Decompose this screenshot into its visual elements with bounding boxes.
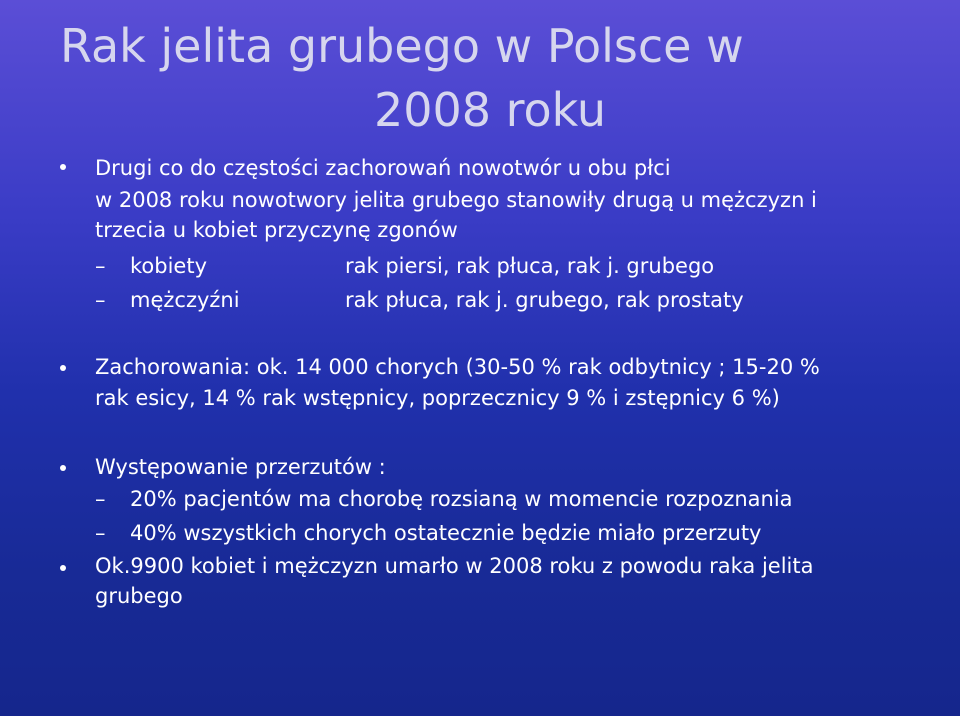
value-part: rak piersi, rak płuca, <box>345 254 567 278</box>
sub-item-value-men <box>345 285 744 315</box>
slide-title-line-2: 2008 roku <box>373 83 607 137</box>
bullet-dot <box>60 365 66 371</box>
value-part-highlight: rak j. grubego, <box>455 288 610 312</box>
sub-dash: – <box>95 288 106 312</box>
sub-item-value-women <box>345 251 714 281</box>
bullet-2-line-1: Zachorowania: ok. 14 000 chorych (30-50 % rak odbytnicy ; 15-20 % <box>95 355 820 379</box>
sub-item-metastasis-1: 20% pacjentów ma chorobę rozsianą w momencie rozpoznania <box>130 487 793 511</box>
bullet-4-line-1: Ok.9900 kobiet i mężczyzn umarło w 2008 roku z powodu raka jelita <box>95 554 814 578</box>
bullet-dot <box>60 465 66 471</box>
bullet-3-line-1: Występowanie przerzutów : <box>95 455 386 479</box>
bullet-4-line-2: grubego <box>95 584 183 608</box>
value-part: rak prostaty <box>609 288 744 312</box>
bullet-dot <box>60 565 66 571</box>
sub-item-metastasis-2: 40% wszystkich chorych ostatecznie będzie miało przerzuty <box>130 521 762 545</box>
sub-item-label-women: kobiety <box>130 254 208 278</box>
bullet-2-line-2: rak esicy, 14 % rak wstępnicy, poprzecznicy 9 % i zstępnicy 6 %) <box>95 386 780 410</box>
bullet-1-line-1: Drugi co do częstości zachorowań nowotwór u obu płci <box>95 156 671 180</box>
bullet-1-line-3: trzecia u kobiet przyczynę zgonów <box>95 218 458 242</box>
bullet-1-line-2: w 2008 roku nowotwory jelita grubego stanowiły drugą u mężczyzn i <box>95 188 817 212</box>
bullet-dot <box>60 164 66 170</box>
value-part: rak płuca, <box>345 288 456 312</box>
slide-title <box>60 14 920 142</box>
sub-dash: – <box>95 521 106 545</box>
value-part-highlight: rak j. grubego <box>566 254 715 278</box>
sub-item-label-men: mężczyźni <box>130 288 240 312</box>
slide-title-line-1: Rak jelita grubego w Polsce w <box>60 19 744 73</box>
sub-dash: – <box>95 487 106 511</box>
sub-dash: – <box>95 254 106 278</box>
